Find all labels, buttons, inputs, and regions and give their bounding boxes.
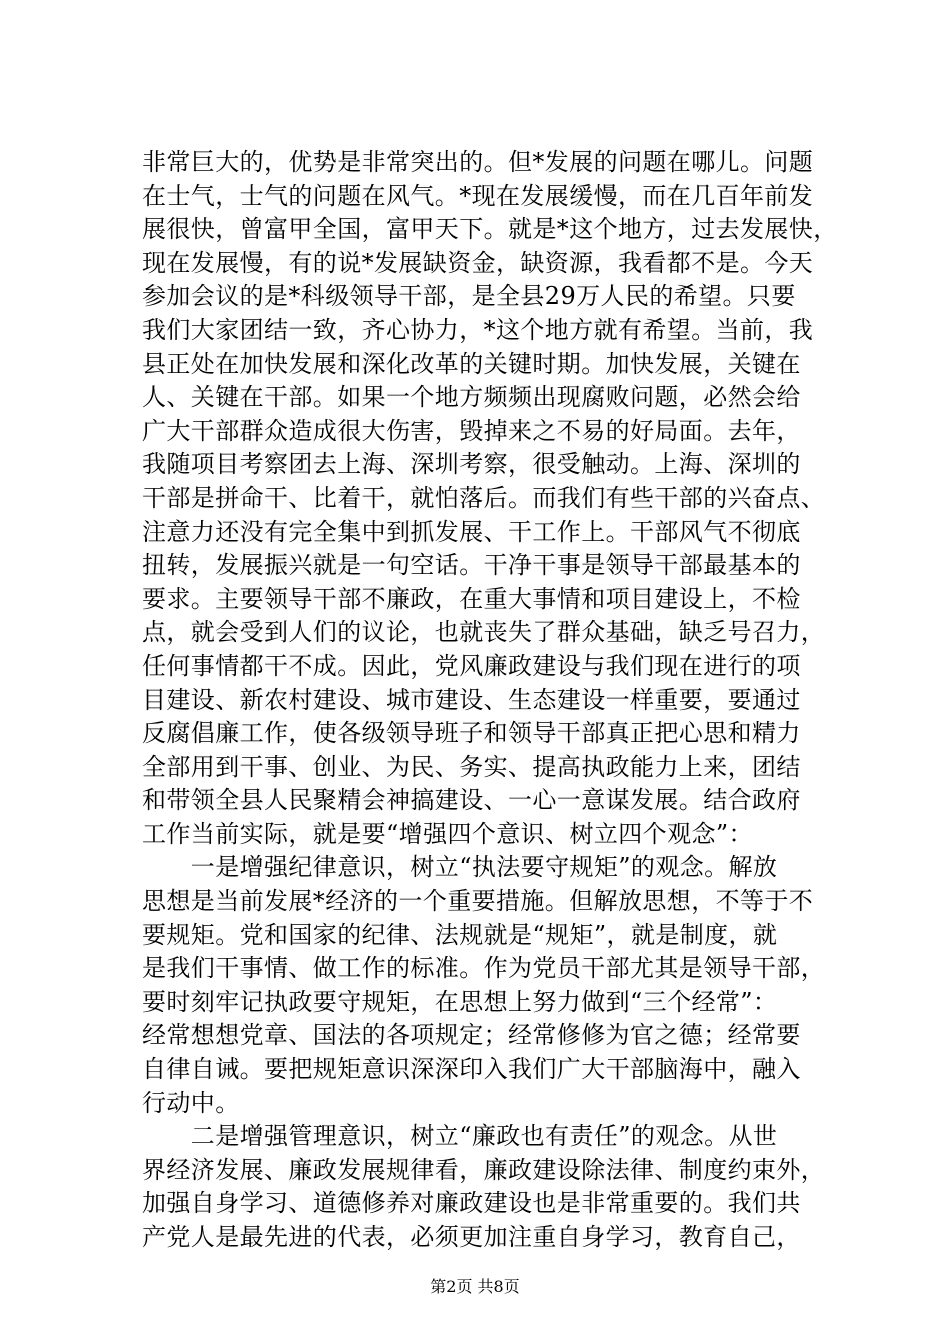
text-line: 县正处在加快发展和深化改革的关键时期。加快发展，关键在 — [142, 349, 801, 378]
text-line: 我们大家团结一致，齐心协力，*这个地方就有希望。当前，我 — [142, 315, 814, 344]
text-line: 二是增强管理意识，树立“廉政也有责任”的观念。从世 — [142, 1122, 778, 1151]
text-line: 展很快，曾富甲全国，富甲天下。就是*这个地方，过去发展快， — [142, 215, 838, 244]
text-line: 现在发展慢，有的说*发展缺资金，缺资源，我看都不是。今天 — [142, 248, 814, 277]
text-line: 是我们干事情、做工作的标准。作为党员干部尤其是领导干部， — [142, 954, 826, 983]
text-line: 在士气，士气的问题在风气。*现在发展缓慢，而在几百年前发 — [142, 181, 814, 210]
text-line: 非常巨大的，优势是非常突出的。但*发展的问题在哪儿。问题 — [142, 148, 814, 176]
text-line: 和带领全县人民聚精会神搞建设、一心一意谋发展。结合政府 — [142, 786, 801, 815]
text-line: 点，就会受到人们的议论，也就丧失了群众基础，缺乏号召力， — [142, 618, 826, 647]
text-line: 要求。主要领导干部不廉政，在重大事情和项目建设上，不检 — [142, 584, 801, 613]
text-line: 注意力还没有完全集中到抓发展、干工作上。干部风气不彻底 — [142, 517, 801, 546]
text-line: 经常想想党章、国法的各项规定；经常修修为官之德；经常要 — [142, 1021, 801, 1050]
text-line: 产党人是最先进的代表，必须更加注重自身学习，教育自己， — [142, 1223, 801, 1251]
text-line: 干部是拼命干、比着干，就怕落后。而我们有些干部的兴奋点、 — [142, 483, 826, 512]
text-line: 一是增强纪律意识，树立“执法要守规矩”的观念。解放 — [142, 853, 778, 882]
text-line: 要时刻牢记执政要守规矩，在思想上努力做到“三个经常”： — [142, 987, 778, 1016]
text-line: 人、关键在干部。如果一个地方频频出现腐败问题，必然会给 — [142, 383, 801, 412]
text-line: 我随项目考察团去上海、深圳考察，很受触动。上海、深圳的 — [142, 450, 801, 479]
text-line: 反腐倡廉工作，使各级领导班子和领导干部真正把心思和精力 — [142, 719, 801, 748]
text-line: 全部用到干事、创业、为民、务实、提高执政能力上来，团结 — [142, 752, 801, 781]
body-text — [142, 146, 838, 1255]
text-line: 扭转，发展振兴就是一句空话。干净干事是领导干部最基本的 — [142, 551, 801, 580]
page-number-footer: 第2页 共8页 — [430, 1277, 520, 1296]
text-line: 界经济发展、廉政发展规律看，廉政建设除法律、制度约束外， — [142, 1155, 826, 1184]
text-line: 自律自诫。要把规矩意识深深印入我们广大干部脑海中，融入 — [142, 1055, 801, 1084]
text-line: 任何事情都干不成。因此，党风廉政建设与我们现在进行的项 — [142, 651, 801, 680]
text-line: 工作当前实际，就是要“增强四个意识、树立四个观念”： — [142, 819, 753, 848]
text-line: 加强自身学习、道德修养对廉政建设也是非常重要的。我们共 — [142, 1189, 801, 1218]
text-line: 目建设、新农村建设、城市建设、生态建设一样重要，要通过 — [142, 685, 801, 714]
text-line: 参加会议的是*科级领导干部，是全县29万人民的希望。只要 — [142, 282, 796, 311]
text-line: 要规矩。党和国家的纪律、法规就是“规矩”，就是制度，就 — [142, 920, 778, 949]
text-line: 行动中。 — [142, 1088, 240, 1117]
text-line: 思想是当前发展*经济的一个重要措施。但解放思想，不等于不 — [142, 887, 814, 916]
text-line: 广大干部群众造成很大伤害，毁掉来之不易的好局面。去年， — [142, 416, 801, 445]
